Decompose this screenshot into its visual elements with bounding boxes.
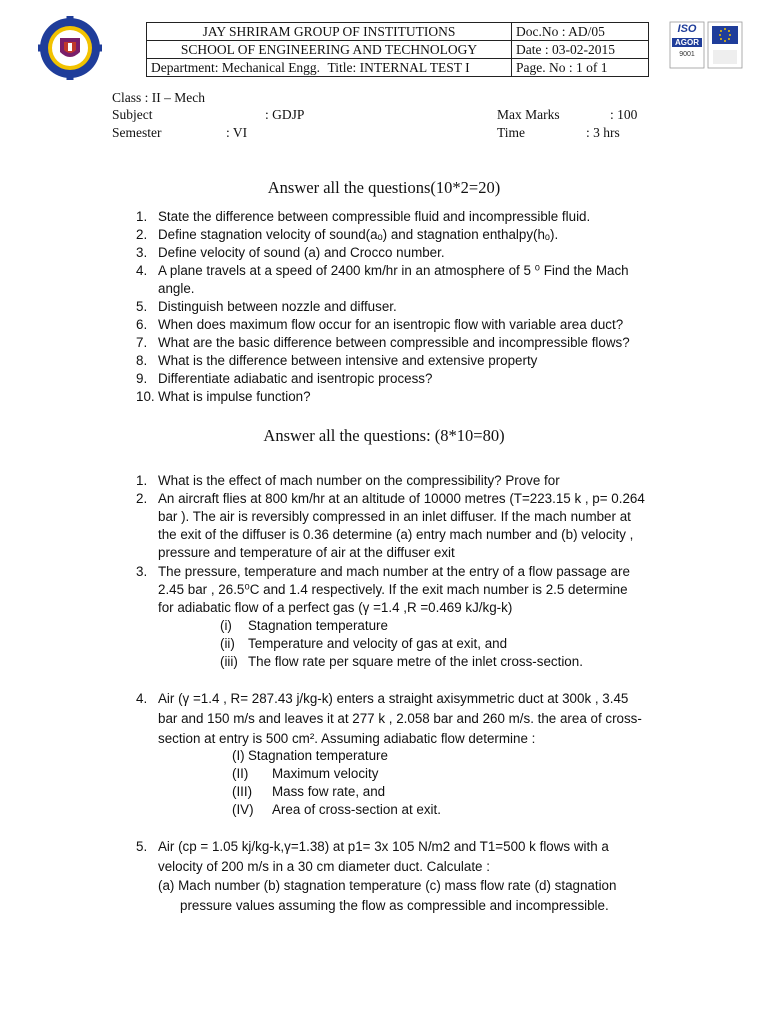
sub-number: (I) — [232, 748, 245, 763]
question-text — [158, 244, 445, 262]
agor-text: AGOR — [672, 38, 702, 47]
institution-name: JAY SHRIRAM GROUP OF INSTITUTIONS — [147, 23, 512, 41]
department: Department: Mechanical Engg. — [151, 60, 321, 75]
page-number: Page. No : 1 of 1 — [512, 59, 649, 77]
question-number: 1. — [136, 209, 148, 224]
question-text — [158, 563, 630, 617]
time-label: Time — [497, 125, 526, 140]
sub-text: Mass fow rate, and — [272, 784, 386, 799]
question-line: An aircraft flies at 800 km/hr at an altitude of 10000 metres (T=223.15 k , p= 0.264 — [158, 491, 645, 506]
question-line: Define velocity of sound (a) and Crocco number. — [158, 245, 445, 260]
question-number: 6. — [136, 317, 148, 332]
question-line: for adiabatic flow of a perfect gas (γ =1.4 ,R =0.469 kJ/kg-k) — [158, 600, 513, 615]
subject-label: Subject — [112, 107, 153, 122]
question-line: State the difference between compressible fluid and incompressible fluid. — [158, 209, 591, 224]
question-text — [158, 298, 397, 316]
question-number: 7. — [136, 335, 148, 350]
question-line: the exit of the diffuser is 0.36 determine (a) entry mach number and (b) velocity , — [158, 527, 634, 542]
question-line: Air (γ =1.4 , R= 287.43 j/kg-k) enters a straight axisymmetric duct at 300k , 3.45 — [158, 691, 629, 706]
question-number: 5. — [136, 839, 148, 854]
question-number: 5. — [136, 299, 148, 314]
institution-logo-icon — [38, 16, 102, 80]
part-b-title: Answer all the questions: (8*10=80) — [263, 426, 505, 445]
question-line: What is impulse function? — [158, 389, 311, 404]
question-line: bar ). The air is reversibly compressed in an inlet diffuser. If the mach number at — [158, 509, 631, 524]
q4-sub-2 — [232, 765, 378, 783]
question-line: angle. — [158, 281, 195, 296]
question-line: velocity of 200 m/s in a 30 cm diameter duct. Calculate : — [158, 858, 490, 874]
subject-value: : GDJP — [265, 107, 305, 122]
sub-text: Stagnation temperature — [248, 618, 388, 633]
question-line: Distinguish between nozzle and diffuser. — [158, 299, 397, 314]
question-number: 4. — [136, 691, 148, 706]
question-text: What is the effect of mach number on the compressibility? Prove for — [158, 473, 560, 488]
question-text — [158, 370, 432, 388]
sub-number: (II) — [232, 766, 249, 781]
max-marks-value: : 100 — [610, 107, 638, 122]
class-info: Class : II – Mech — [112, 90, 205, 105]
question-line: (a) Mach number (b) stagnation temperature (c) mass flow rate (d) stagnation — [158, 878, 617, 893]
semester-label: Semester — [112, 125, 162, 140]
q3-sub-i — [220, 617, 388, 635]
question-text — [158, 490, 645, 562]
question-line: 2.45 bar , 26.5⁰C and 1.4 respectively. If the exit mach number is 2.5 determine — [158, 582, 628, 597]
question-number: 10. — [136, 389, 155, 404]
question-number: 3. — [136, 245, 148, 260]
test-title: Title: INTERNAL TEST I — [327, 60, 470, 75]
question-number: 4. — [136, 263, 148, 278]
q4-sub-1 — [232, 747, 388, 765]
question-text — [158, 334, 630, 352]
sub-number: (III) — [232, 784, 253, 799]
header-table — [146, 22, 649, 77]
school-name: SCHOOL OF ENGINEERING AND TECHNOLOGY — [147, 41, 512, 59]
question-line: When does maximum flow occur for an isentropic flow with variable area duct? — [158, 317, 624, 332]
q3-sub-iii — [220, 653, 583, 671]
question-line: What are the basic difference between compressible and incompressible flows? — [158, 335, 630, 350]
exam-date: Date : 03-02-2015 — [512, 41, 649, 59]
max-marks-label: Max Marks — [497, 107, 560, 122]
semester-value: : VI — [226, 125, 248, 140]
sub-number: (ii) — [220, 636, 235, 651]
q4-sub-3 — [232, 783, 385, 801]
sub-text: Area of cross-section at exit. — [272, 802, 441, 817]
time-value: : 3 hrs — [586, 125, 620, 140]
question-text — [158, 352, 537, 370]
doc-number: Doc.No : AD/05 — [512, 23, 649, 41]
question-number: 9. — [136, 371, 148, 386]
sub-text: Temperature and velocity of gas at exit, and — [248, 636, 508, 651]
question-line: Differentiate adiabatic and isentropic process? — [158, 371, 433, 386]
question-text — [158, 226, 558, 244]
question-line: section at entry is 500 cm². Assuming adiabatic flow determine : — [158, 731, 536, 746]
question-line: Air (cp = 1.05 kj/kg-k,γ=1.38) at p1= 3x 105 N/m2 and T1=500 k flows with a — [158, 839, 609, 854]
question-text — [158, 208, 590, 226]
sub-number: (i) — [220, 618, 232, 633]
question-text — [158, 316, 623, 334]
question-text — [158, 689, 642, 749]
sub-text: Stagnation temperature — [248, 748, 388, 763]
sub-text: Maximum velocity — [272, 766, 379, 781]
question-line: What is the difference between intensive and extensive property — [158, 353, 538, 368]
question-number: 2. — [136, 227, 148, 242]
question-number: 3. — [136, 564, 148, 579]
question-number: 2. — [136, 491, 148, 506]
question-text — [158, 388, 311, 406]
sub-text: The flow rate per square metre of the inlet cross-section. — [248, 654, 583, 669]
iso-text: ISO — [677, 23, 697, 35]
question-line: The pressure, temperature and mach number at the entry of a flow passage are — [158, 564, 630, 579]
question-line: pressure and temperature of air at the diffuser exit — [158, 545, 455, 560]
sub-number: (iii) — [220, 654, 238, 669]
question-text — [158, 262, 629, 298]
department-title-row — [147, 59, 512, 77]
iso-certification-logo — [668, 20, 744, 70]
question-line: pressure values assuming the flow as compressible and incompressible. — [180, 897, 609, 913]
sub-number: (IV) — [232, 802, 254, 817]
question-line: Define stagnation velocity of sound(aₒ) and stagnation enthalpy(hₒ). — [158, 227, 559, 242]
question-line: bar and 150 m/s and leaves it at 277 k , 2.058 bar and 260 m/s. the area of cross- — [158, 711, 642, 726]
part-a-title: Answer all the questions(10*2=20) — [267, 178, 501, 197]
question-number: 1. — [136, 473, 148, 488]
question-line: A plane travels at a speed of 2400 km/hr in an atmosphere of 5 ⁰ Find the Mach — [158, 263, 629, 278]
question-text — [158, 837, 616, 915]
iso-number: 9001 — [679, 51, 695, 58]
q4-sub-4 — [232, 801, 441, 819]
question-number: 8. — [136, 353, 148, 368]
q3-sub-ii — [220, 635, 507, 653]
